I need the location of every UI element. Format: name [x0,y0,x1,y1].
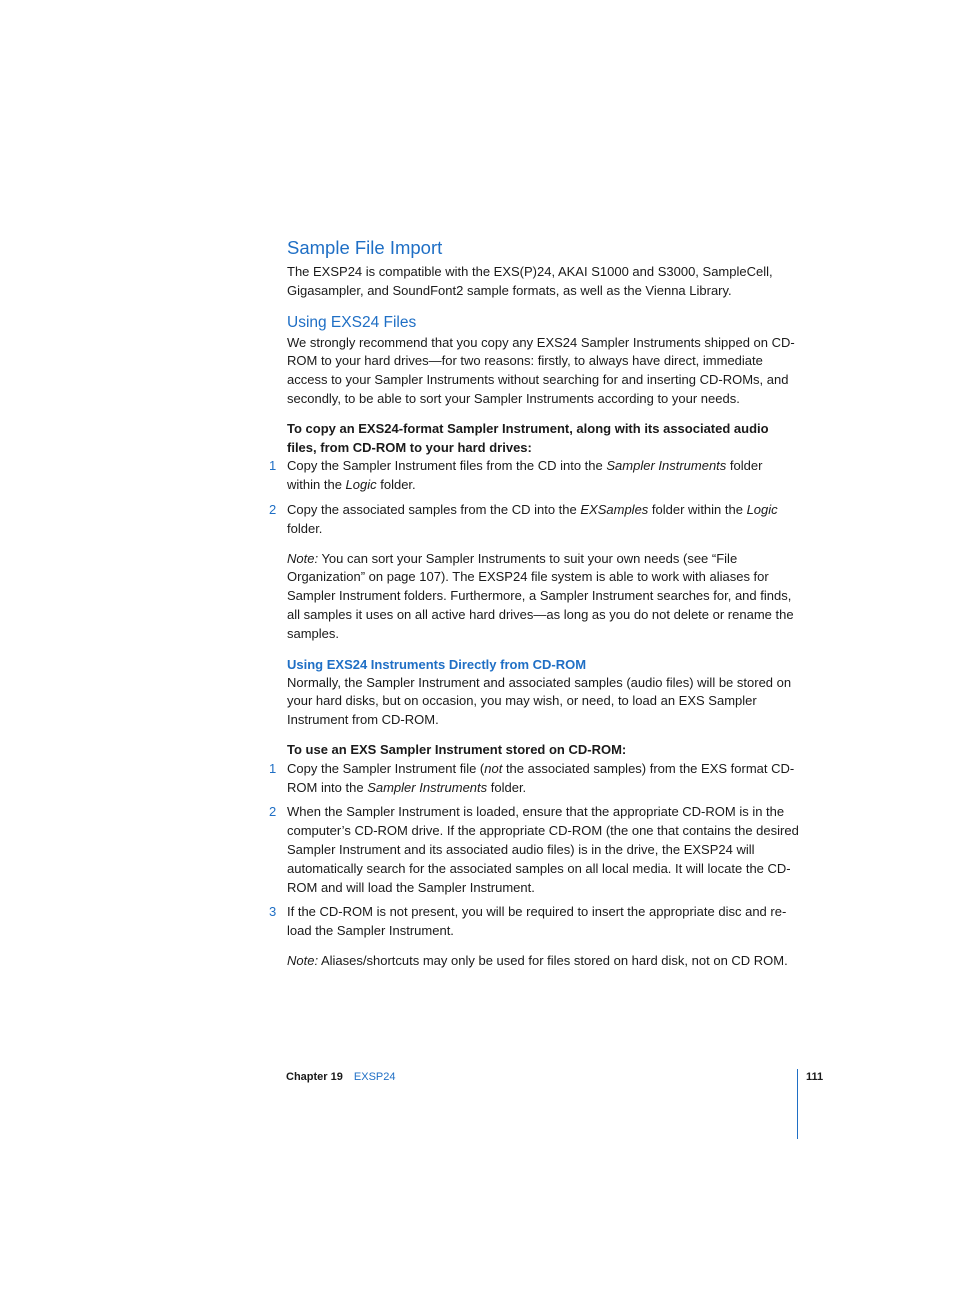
step-item [269,760,799,798]
step-text: If the CD-ROM is not present, you will be required to insert the appropriate disc and re-load the Sampler Instrument. [287,904,787,939]
procedure-title: To use an EXS Sampler Instrument stored on CD-ROM: [287,741,627,757]
step-item [269,457,799,495]
procedure-title: To copy an EXS24-format Sampler Instrument, along with its associated audio files, from CD-ROM to your hard drives: [287,420,769,455]
page-footer [286,1070,396,1085]
subsection-body: Normally, the Sampler Instrument and associated samples (audio files) will be stored on your hard disks, but on occasion, you may wish, or need, to load an EXS Sampler Instrument from CD-ROM. [287,674,792,728]
step-text-italic: Logic [746,501,778,517]
step-text-italic: Sampler Instruments [367,779,488,795]
step-item [269,803,799,897]
note-text: You can sort your Sampler Instruments to suit your own needs (see “File Organization” on page 107). The EXSP24 file system is able to work with aliases for Sampler Instrument folders. Furthermore, a Sampler Instrument searches for, and finds, all samples it uses on all active hard drives—as long as you do not delete or rename the samples. [287,550,794,641]
step-text: folder. [487,779,527,795]
subsection-title-using-exs24-files: Using EXS24 Files [287,313,417,331]
step-item [269,501,799,539]
step-text: folder within the [648,501,747,517]
step-number: 3 [269,904,277,920]
subsection-title-cd-rom: Using EXS24 Instruments Directly from CD-ROM [287,656,587,672]
step-text: Copy the Sampler Instrument file ( [287,760,485,776]
step-number: 1 [269,760,277,776]
step-text: the associated samples) from the EXS format CD-ROM into the [287,760,795,795]
step-text-italic: Logic [345,477,377,493]
note-text: Aliases/shortcuts may only be used for files stored on hard disk, not on CD ROM. [318,952,788,968]
step-text: folder within the [287,458,763,493]
footer-chapter: Chapter 19 [286,1071,343,1083]
note-paragraph [287,550,799,644]
step-text-italic: not [484,760,503,776]
footer-divider [797,1069,798,1139]
section-title: Sample File Import [287,237,443,258]
page-number: 111 [806,1071,824,1083]
note-paragraph [287,952,799,971]
step-text-italic: Sampler Instruments [606,458,727,474]
footer-section: EXSP24 [353,1071,396,1083]
step-number: 1 [269,458,277,474]
step-text-italic: EXSamples [580,501,649,517]
note-label: Note: [287,550,319,566]
step-text: Copy the associated samples from the CD into the [287,501,581,517]
subsection-body: We strongly recommend that you copy any EXS24 Sampler Instruments shipped on CD-ROM to your hard drives—for two reasons: firstly, to always have direct, immediate access to your Sampler Instruments without searching for and inserting CD-ROMs, and secondly, to be able to sort your Sampler Instruments according to your needs. [287,334,795,406]
step-text: When the Sampler Instrument is loaded, ensure that the appropriate CD-ROM is in the computer’s CD-ROM drive. If the appropriate CD-ROM (the one that contains the desired Sampler Instrument and its associated audio files) is in the drive, the EXSP24 will automatically search for the associated samples on all local media. It will locate the CD-ROM and will load the Sampler Instrument. [287,804,799,895]
page-content [269,236,799,971]
step-text: folder. [287,520,323,536]
step-number: 2 [269,804,277,820]
note-label: Note: [287,952,319,968]
step-number: 2 [269,501,277,517]
section-intro: The EXSP24 is compatible with the EXS(P)24, AKAI S1000 and S3000, SampleCell, Gigasampler, and SoundFont2 sample formats, as well as the Vienna Library. [287,264,773,298]
step-text: folder. [376,477,416,493]
step-text: Copy the Sampler Instrument files from the CD into the [287,458,607,474]
step-item [269,903,799,941]
